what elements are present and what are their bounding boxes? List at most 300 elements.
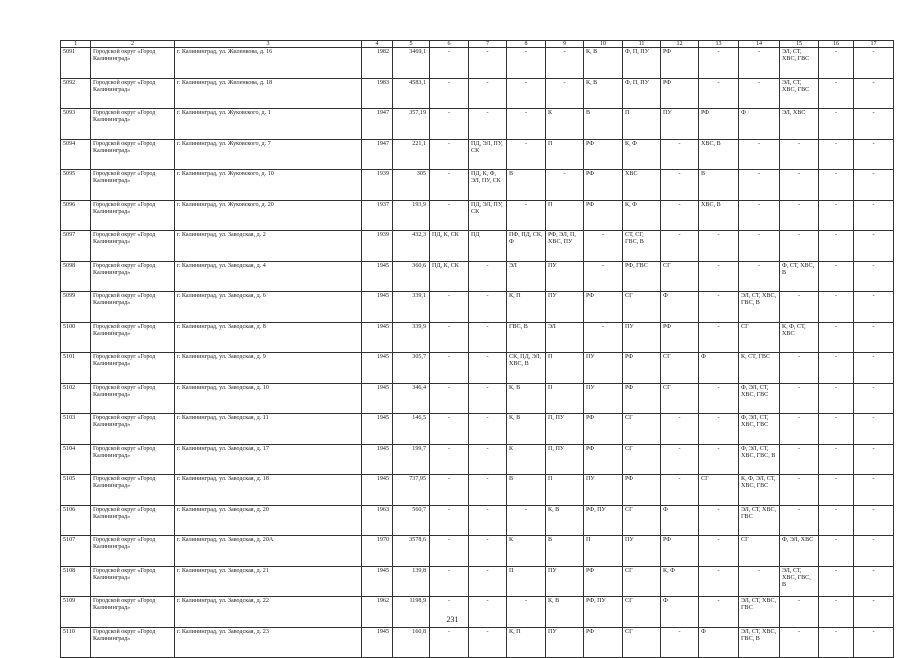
table-cell-col-14: -: [739, 170, 780, 201]
table-cell-col-10: РФ: [584, 444, 623, 475]
table-cell-col-12: РФ: [661, 48, 699, 79]
table-cell-col-8: СК, ПД, ЭЛ, ХВС, В: [507, 353, 546, 384]
table-cell-col-11: СГ: [623, 627, 661, 658]
table-cell-col-5: 432,3: [393, 231, 430, 262]
column-number-row: [61, 41, 894, 48]
table-cell-col-8: -: [507, 78, 546, 109]
table-cell-col-11: СГ: [623, 505, 661, 536]
table-cell-col-3: г. Калининград, ул. Заводская, д. 18: [175, 475, 362, 506]
table-cell-col-6: -: [430, 292, 469, 323]
table-cell-col-4: 1945: [362, 322, 393, 353]
table-cell-col-12: РФ: [661, 536, 699, 567]
column-number-16: 16: [819, 41, 854, 48]
table-cell-col-7: -: [469, 322, 507, 353]
table-cell-col-14: СГ: [739, 322, 780, 353]
table-cell-col-2: Городской округ «Город Калининград»: [91, 353, 175, 384]
table-cell-col-6: -: [430, 322, 469, 353]
table-cell-col-3: г. Калининград, ул. Жуковского, д. 1: [175, 109, 362, 140]
table-cell-col-15: Ф, СТ, ХВС, В: [780, 261, 819, 292]
table-cell-col-1: 5091: [61, 48, 91, 79]
table-cell-col-8: -: [507, 48, 546, 79]
table-cell-col-9: ПУ: [546, 627, 584, 658]
table-cell-col-10: -: [584, 322, 623, 353]
table-row: [61, 505, 894, 536]
table-cell-col-14: К, СТ, ГВС: [739, 353, 780, 384]
table-row: [61, 78, 894, 109]
table-cell-col-13: Ф: [699, 627, 739, 658]
table-cell-col-6: -: [430, 353, 469, 384]
table-cell-col-13: ХВС, В: [699, 200, 739, 231]
table-cell-col-9: ПУ: [546, 566, 584, 597]
table-cell-col-15: К, Ф, СТ, ХВС: [780, 322, 819, 353]
table-cell-col-6: -: [430, 200, 469, 231]
table-cell-col-16: -: [819, 505, 854, 536]
table-cell-col-14: Ф, ЭЛ, СТ, ХВС, ГВС: [739, 383, 780, 414]
table-cell-col-16: -: [819, 231, 854, 262]
table-row: [61, 139, 894, 170]
table-cell-col-13: -: [699, 261, 739, 292]
table-cell-col-5: 339,1: [393, 292, 430, 323]
table-cell-col-7: -: [469, 109, 507, 140]
table-cell-col-11: Ф, П, ПУ: [623, 78, 661, 109]
table-cell-col-13: РФ: [699, 109, 739, 140]
table-cell-col-5: 3469,1: [393, 48, 430, 79]
table-cell-col-4: 1947: [362, 139, 393, 170]
table-cell-col-17: -: [854, 109, 894, 140]
table-cell-col-11: К, Ф: [623, 200, 661, 231]
table-cell-col-1: 5102: [61, 383, 91, 414]
table-cell-col-5: 4583,1: [393, 78, 430, 109]
table-cell-col-7: -: [469, 566, 507, 597]
table-cell-col-15: ЭЛ, СТ, ХВС, ГВС, В: [780, 566, 819, 597]
table-cell-col-4: 1945: [362, 444, 393, 475]
table-cell-col-4: 1945: [362, 566, 393, 597]
table-cell-col-5: 160,8: [393, 627, 430, 658]
table-cell-col-16: -: [819, 475, 854, 506]
table-cell-col-12: -: [661, 231, 699, 262]
table-cell-col-16: -: [819, 261, 854, 292]
table-row: [61, 353, 894, 384]
table-cell-col-1: 5104: [61, 444, 91, 475]
table-cell-col-17: -: [854, 170, 894, 201]
table-cell-col-2: Городской округ «Город Калининград»: [91, 505, 175, 536]
table-cell-col-10: ПУ: [584, 353, 623, 384]
table-cell-col-12: К, Ф: [661, 566, 699, 597]
table-cell-col-17: -: [854, 536, 894, 567]
table-cell-col-17: -: [854, 48, 894, 79]
table-row: [61, 383, 894, 414]
table-cell-col-13: -: [699, 322, 739, 353]
table-cell-col-14: -: [739, 139, 780, 170]
table-cell-col-15: ЭЛ, СТ, ХВС, ГВС: [780, 78, 819, 109]
table-cell-col-2: Городской округ «Город Калининград»: [91, 414, 175, 445]
table-cell-col-11: РФ: [623, 353, 661, 384]
table-cell-col-9: ЭЛ: [546, 322, 584, 353]
table-cell-col-6: -: [430, 139, 469, 170]
table-cell-col-3: г. Калининград, ул. Жиленкова, д. 16: [175, 48, 362, 79]
table-cell-col-6: -: [430, 414, 469, 445]
table-cell-col-11: РФ: [623, 383, 661, 414]
table-cell-col-4: 1937: [362, 200, 393, 231]
table-cell-col-1: 5100: [61, 322, 91, 353]
table-cell-col-5: 339,9: [393, 322, 430, 353]
table-cell-col-1: 5097: [61, 231, 91, 262]
register-table: [60, 40, 894, 658]
table-cell-col-13: -: [699, 505, 739, 536]
table-cell-col-2: Городской округ «Город Калининград»: [91, 536, 175, 567]
table-row: [61, 322, 894, 353]
table-cell-col-9: К, В: [546, 505, 584, 536]
table-cell-col-17: -: [854, 383, 894, 414]
table-cell-col-4: 1947: [362, 109, 393, 140]
table-cell-col-17: -: [854, 139, 894, 170]
table-cell-col-9: ПУ: [546, 261, 584, 292]
table-cell-col-4: 1970: [362, 536, 393, 567]
table-cell-col-1: 5101: [61, 353, 91, 384]
table-cell-col-5: 199,7: [393, 444, 430, 475]
table-cell-col-11: СГ: [623, 566, 661, 597]
table-cell-col-7: ПД, ЭЛ, ПУ, СК: [469, 139, 507, 170]
table-cell-col-11: Ф, П, ПУ: [623, 48, 661, 79]
table-cell-col-13: -: [699, 444, 739, 475]
table-cell-col-6: -: [430, 475, 469, 506]
table-cell-col-2: Городской округ «Город Калининград»: [91, 444, 175, 475]
table-cell-col-13: -: [699, 536, 739, 567]
table-cell-col-12: Ф: [661, 597, 699, 628]
table-cell-col-9: К: [546, 109, 584, 140]
table-cell-col-1: 5106: [61, 505, 91, 536]
table-cell-col-1: 5096: [61, 200, 91, 231]
table-cell-col-9: П, ПУ: [546, 444, 584, 475]
table-cell-col-6: -: [430, 444, 469, 475]
table-cell-col-9: П: [546, 139, 584, 170]
table-cell-col-15: -: [780, 414, 819, 445]
table-cell-col-6: -: [430, 627, 469, 658]
table-cell-col-12: -: [661, 414, 699, 445]
table-cell-col-8: К, П: [507, 292, 546, 323]
table-cell-col-10: К, В: [584, 48, 623, 79]
table-cell-col-7: -: [469, 78, 507, 109]
table-cell-col-8: К, В: [507, 414, 546, 445]
table-cell-col-8: -: [507, 109, 546, 140]
table-cell-col-4: 1983: [362, 78, 393, 109]
table-cell-col-11: РФ: [623, 475, 661, 506]
table-cell-col-5: 139,8: [393, 566, 430, 597]
table-cell-col-3: г. Калининград, ул. Жуковского, д. 20: [175, 200, 362, 231]
table-cell-col-7: -: [469, 475, 507, 506]
table-cell-col-1: 5110: [61, 627, 91, 658]
table-cell-col-8: -: [507, 200, 546, 231]
table-cell-col-9: П: [546, 383, 584, 414]
table-cell-col-7: ПД: [469, 231, 507, 262]
table-cell-col-5: 221,1: [393, 139, 430, 170]
table-cell-col-8: -: [507, 597, 546, 628]
table-cell-col-9: ПУ: [546, 292, 584, 323]
table-cell-col-4: 1945: [362, 414, 393, 445]
column-number-2: 2: [91, 41, 175, 48]
table-cell-col-13: В: [699, 170, 739, 201]
table-cell-col-12: -: [661, 139, 699, 170]
table-cell-col-10: К, В: [584, 78, 623, 109]
table-cell-col-11: РФ, ГВС: [623, 261, 661, 292]
table-cell-col-6: -: [430, 78, 469, 109]
table-cell-col-8: ЭЛ: [507, 261, 546, 292]
table-cell-col-12: Ф: [661, 292, 699, 323]
table-cell-col-8: ПФ, ПД, СК, Ф: [507, 231, 546, 262]
table-cell-col-7: -: [469, 597, 507, 628]
table-cell-col-8: К: [507, 444, 546, 475]
table-cell-col-14: ЭЛ, СТ, ХВС, ГВС: [739, 597, 780, 628]
table-cell-col-11: СГ: [623, 597, 661, 628]
table-cell-col-1: 5099: [61, 292, 91, 323]
table-row: [61, 475, 894, 506]
table-cell-col-2: Городской округ «Город Калининград»: [91, 139, 175, 170]
table-cell-col-16: -: [819, 627, 854, 658]
table-cell-col-12: -: [661, 200, 699, 231]
table-cell-col-9: П: [546, 353, 584, 384]
table-cell-col-10: РФ: [584, 170, 623, 201]
table-cell-col-4: 1939: [362, 231, 393, 262]
table-cell-col-15: -: [780, 292, 819, 323]
table-cell-col-15: -: [780, 353, 819, 384]
table-cell-col-11: СГ: [623, 292, 661, 323]
table-cell-col-6: ПД, К, СК: [430, 261, 469, 292]
table-cell-col-13: -: [699, 292, 739, 323]
table-cell-col-5: 360,6: [393, 261, 430, 292]
table-cell-col-15: -: [780, 444, 819, 475]
table-cell-col-6: -: [430, 383, 469, 414]
table-cell-col-2: Городской округ «Город Калининград»: [91, 566, 175, 597]
table-cell-col-3: г. Калининград, ул. Заводская, д. 2: [175, 231, 362, 262]
table-cell-col-7: ПД, ЭЛ, ПУ, СК: [469, 200, 507, 231]
table-cell-col-15: Ф, ЭЛ, ХВС: [780, 536, 819, 567]
table-cell-col-10: РФ: [584, 292, 623, 323]
table-cell-col-17: -: [854, 353, 894, 384]
table-cell-col-8: -: [507, 505, 546, 536]
table-cell-col-15: -: [780, 597, 819, 628]
table-cell-col-3: г. Калининград, ул. Заводская, д. 17: [175, 444, 362, 475]
table-cell-col-14: -: [739, 48, 780, 79]
column-number-10: 10: [584, 41, 623, 48]
table-cell-col-3: г. Калининград, ул. Заводская, д. 8: [175, 322, 362, 353]
table-cell-col-3: г. Калининград, ул. Жиленкова, д. 18: [175, 78, 362, 109]
column-number-13: 13: [699, 41, 739, 48]
table-cell-col-15: -: [780, 475, 819, 506]
table-cell-col-5: 3578,6: [393, 536, 430, 567]
table-cell-col-7: -: [469, 292, 507, 323]
table-cell-col-4: 1939: [362, 170, 393, 201]
table-cell-col-10: РФ: [584, 200, 623, 231]
table-cell-col-12: РФ: [661, 322, 699, 353]
table-cell-col-12: -: [661, 444, 699, 475]
table-cell-col-16: -: [819, 414, 854, 445]
table-cell-col-8: К, П: [507, 627, 546, 658]
table-cell-col-3: г. Калининград, ул. Заводская, д. 21: [175, 566, 362, 597]
table-cell-col-10: РФ: [584, 139, 623, 170]
table-cell-col-6: -: [430, 109, 469, 140]
column-number-4: 4: [362, 41, 393, 48]
table-cell-col-1: 5092: [61, 78, 91, 109]
table-cell-col-3: г. Калининград, ул. Заводская, д. 20: [175, 505, 362, 536]
table-cell-col-3: г. Калининград, ул. Заводская, д. 4: [175, 261, 362, 292]
table-cell-col-11: П: [623, 109, 661, 140]
table-cell-col-13: -: [699, 597, 739, 628]
table-cell-col-2: Городской округ «Город Калининград»: [91, 627, 175, 658]
table-cell-col-17: -: [854, 292, 894, 323]
table-row: [61, 444, 894, 475]
table-cell-col-2: Городской округ «Город Калининград»: [91, 292, 175, 323]
table-cell-col-1: 5103: [61, 414, 91, 445]
table-cell-col-11: ПУ: [623, 322, 661, 353]
table-cell-col-9: -: [546, 78, 584, 109]
table-cell-col-17: -: [854, 322, 894, 353]
table-cell-col-16: -: [819, 322, 854, 353]
table-cell-col-8: ГВС, В: [507, 322, 546, 353]
table-cell-col-12: Ф: [661, 505, 699, 536]
table-cell-col-4: 1945: [362, 353, 393, 384]
table-cell-col-17: -: [854, 414, 894, 445]
table-cell-col-3: г. Калининград, ул. Заводская, д. 10: [175, 383, 362, 414]
table-row: [61, 627, 894, 658]
table-cell-col-10: -: [584, 261, 623, 292]
table-cell-col-8: -: [507, 139, 546, 170]
table-cell-col-4: 1945: [362, 292, 393, 323]
table-cell-col-3: г. Калининград, ул. Жуковского, д. 7: [175, 139, 362, 170]
table-cell-col-1: 5108: [61, 566, 91, 597]
table-cell-col-7: -: [469, 627, 507, 658]
table-cell-col-1: 5098: [61, 261, 91, 292]
table-cell-col-16: -: [819, 109, 854, 140]
table-cell-col-14: -: [739, 231, 780, 262]
table-cell-col-1: 5094: [61, 139, 91, 170]
table-cell-col-14: К, Ф, ЭЛ, СТ, ХВС, ГВС: [739, 475, 780, 506]
table-cell-col-5: 346,4: [393, 383, 430, 414]
column-number-17: 17: [854, 41, 894, 48]
table-cell-col-6: ПД, К, СК: [430, 231, 469, 262]
table-cell-col-10: В: [584, 109, 623, 140]
column-number-9: 9: [546, 41, 584, 48]
table-cell-col-5: 357,19: [393, 109, 430, 140]
table-cell-col-8: К: [507, 536, 546, 567]
page-number: 231: [446, 615, 459, 624]
table-row: [61, 109, 894, 140]
table-cell-col-17: -: [854, 627, 894, 658]
column-number-8: 8: [507, 41, 546, 48]
table-cell-col-7: -: [469, 48, 507, 79]
table-row: [61, 261, 894, 292]
table-cell-col-6: -: [430, 566, 469, 597]
table-cell-col-14: Ф, ЭЛ, СТ, ХВС, ГВС: [739, 414, 780, 445]
table-cell-col-4: 1963: [362, 505, 393, 536]
table-cell-col-10: ПУ: [584, 475, 623, 506]
table-cell-col-3: г. Калининград, ул. Жуковского, д. 10: [175, 170, 362, 201]
table-cell-col-12: РФ: [661, 78, 699, 109]
table-row: [61, 566, 894, 597]
table-cell-col-13: -: [699, 48, 739, 79]
table-cell-col-10: -: [584, 231, 623, 262]
table-cell-col-16: -: [819, 566, 854, 597]
table-cell-col-6: -: [430, 48, 469, 79]
table-cell-col-2: Городской округ «Город Калининград»: [91, 231, 175, 262]
table-cell-col-16: -: [819, 536, 854, 567]
table-cell-col-13: -: [699, 78, 739, 109]
table-row: [61, 536, 894, 567]
table-cell-col-16: -: [819, 353, 854, 384]
column-number-6: 6: [430, 41, 469, 48]
table-cell-col-15: -: [780, 231, 819, 262]
table-cell-col-12: -: [661, 475, 699, 506]
table-cell-col-7: -: [469, 383, 507, 414]
table-header: [61, 41, 894, 48]
table-cell-col-10: РФ, ПУ: [584, 597, 623, 628]
table-cell-col-16: -: [819, 48, 854, 79]
table-cell-col-2: Городской округ «Город Калининград»: [91, 78, 175, 109]
table-cell-col-15: -: [780, 383, 819, 414]
table-cell-col-1: 5095: [61, 170, 91, 201]
table-cell-col-5: 560,7: [393, 505, 430, 536]
table-cell-col-2: Городской округ «Город Калининград»: [91, 475, 175, 506]
table-cell-col-10: РФ: [584, 627, 623, 658]
table-cell-col-14: Ф, ЭЛ, СТ, ХВС, ГВС, В: [739, 444, 780, 475]
table-cell-col-10: РФ: [584, 566, 623, 597]
table-cell-col-14: -: [739, 261, 780, 292]
table-cell-col-7: -: [469, 353, 507, 384]
table-cell-col-1: 5105: [61, 475, 91, 506]
table-cell-col-5: 1198,9: [393, 597, 430, 628]
table-cell-col-12: ПУ: [661, 109, 699, 140]
table-cell-col-7: ПД, К, Ф, ЭЛ, ПУ, СК: [469, 170, 507, 201]
column-number-14: 14: [739, 41, 780, 48]
table-cell-col-9: П, ПУ: [546, 414, 584, 445]
table-cell-col-8: П: [507, 566, 546, 597]
table-cell-col-16: -: [819, 444, 854, 475]
table-cell-col-15: ЭЛ, ХВС: [780, 109, 819, 140]
table-cell-col-2: Городской округ «Город Калининград»: [91, 322, 175, 353]
table-cell-col-16: -: [819, 200, 854, 231]
table-cell-col-14: -: [739, 566, 780, 597]
table-cell-col-9: В: [546, 536, 584, 567]
table-cell-col-9: П: [546, 200, 584, 231]
table-cell-col-1: 5109: [61, 597, 91, 628]
table-row: [61, 292, 894, 323]
table-cell-col-8: В: [507, 170, 546, 201]
table-cell-col-15: -: [780, 627, 819, 658]
table-cell-col-17: -: [854, 261, 894, 292]
table-row: [61, 170, 894, 201]
table-cell-col-16: -: [819, 78, 854, 109]
table-cell-col-2: Городской округ «Город Калининград»: [91, 200, 175, 231]
table-cell-col-2: Городской округ «Город Калининград»: [91, 261, 175, 292]
table-cell-col-3: г. Калининград, ул. Заводская, д. 22: [175, 597, 362, 628]
table-cell-col-5: 737,95: [393, 475, 430, 506]
table-cell-col-4: 1945: [362, 475, 393, 506]
table-cell-col-15: ЭЛ, СТ, ХВС, ГВС: [780, 48, 819, 79]
table-cell-col-17: -: [854, 475, 894, 506]
table-cell-col-17: -: [854, 597, 894, 628]
table-cell-col-14: -: [739, 78, 780, 109]
table-cell-col-16: -: [819, 292, 854, 323]
table-cell-col-1: 5093: [61, 109, 91, 140]
table-cell-col-6: -: [430, 170, 469, 201]
table-cell-col-11: ПУ: [623, 536, 661, 567]
table-cell-col-12: СГ: [661, 353, 699, 384]
table-cell-col-9: -: [546, 170, 584, 201]
table-cell-col-4: 1982: [362, 48, 393, 79]
table-cell-col-10: РФ, ПУ: [584, 505, 623, 536]
table-cell-col-4: 1945: [362, 261, 393, 292]
column-number-12: 12: [661, 41, 699, 48]
table-cell-col-10: РФ: [584, 414, 623, 445]
